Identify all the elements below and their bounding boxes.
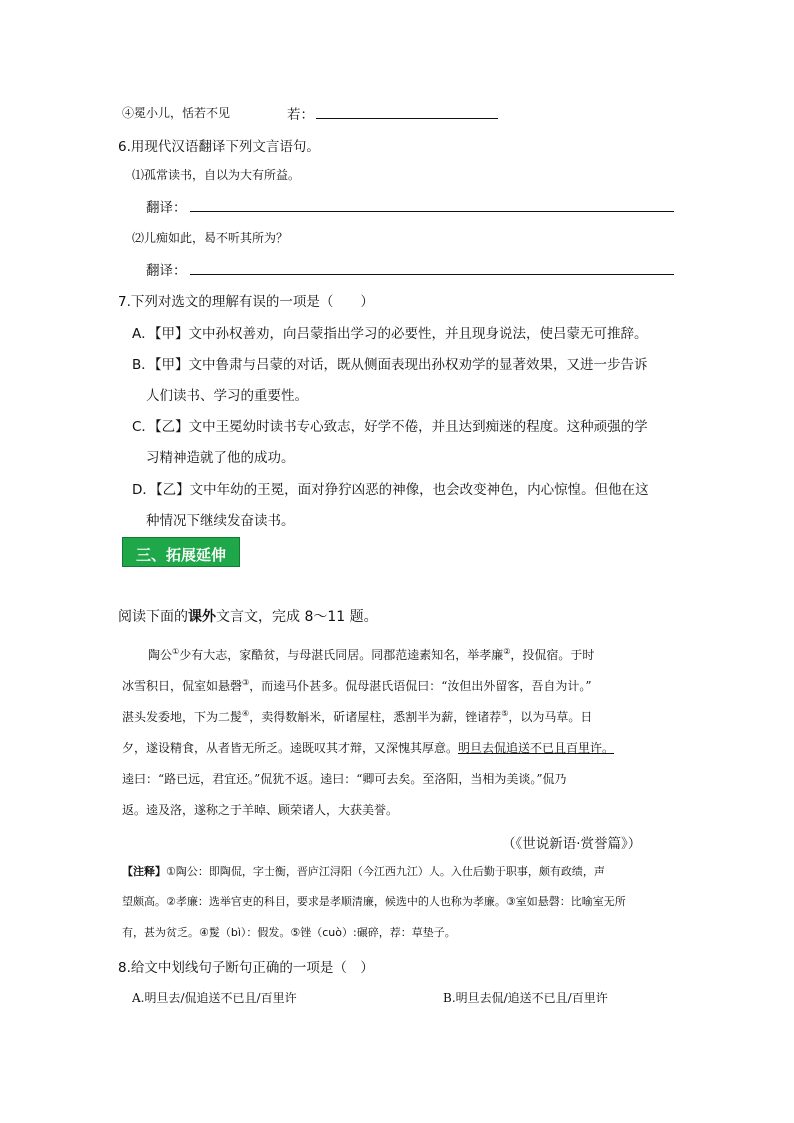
passage-text: ，而逵马仆甚多。侃母湛氏语侃曰：“汝但出外留客，吾自为计。” <box>249 679 592 693</box>
note-line-2: 望颇高。②孝廉：选举官吏的科目，要求是孝顺清廉，候选中的人也称为孝廉。③室如悬磬：比喻室无所 <box>122 895 626 908</box>
section-3-banner <box>122 537 240 567</box>
passage-text: 湛头发委地，下为二髲 <box>122 710 243 724</box>
passage-line-1 <box>148 646 594 663</box>
q8-title: 8.给文中划线句子断句正确的一项是（ ） <box>118 960 374 976</box>
q7-option-b-line1: B．【甲】文中鲁肃与吕蒙的对话，既从侧面表现出孙权劝学的显著效果，又进一步告诉 <box>132 357 648 373</box>
answer-line-q5-4[interactable] <box>316 118 498 119</box>
answer-line-q6-2[interactable] <box>190 274 674 275</box>
q7-option-c-line2: 习精神造就了他的成功。 <box>146 450 295 466</box>
reading-intro <box>118 606 378 626</box>
answer-line-q6-1[interactable] <box>190 211 674 212</box>
reading-intro-post: 文言文，完成 8～11 题。 <box>216 609 378 625</box>
q7-option-b-line2: 人们读书、学习的重要性。 <box>146 388 308 404</box>
passage-text: 夕，遂设精食，从者皆无所乏。逵既叹其才辩，又深愧其厚意。 <box>122 741 459 755</box>
q6-translate-label-1: 翻译： <box>146 200 187 216</box>
passage-text: 冰雪积日，侃室如悬磬 <box>122 679 243 693</box>
passage-text: ，卖得数斛米，斫诸屋柱，悉割半为薪，锉诸荐 <box>249 710 502 724</box>
passage-text: 少有大志，家酷贫，与母湛氏同居。同郡范逵素知名，举孝廉 <box>179 648 504 662</box>
q7-option-a: A．【甲】文中孙权善劝，向吕蒙指出学习的必要性，并且现身说法，使吕蒙无可推辞。 <box>132 326 648 342</box>
note-label: 【注释】 <box>122 865 166 878</box>
passage-line-5: 逵曰：“路已远，君宜还。”侃犹不返。逵曰：“卿可去矣。至洛阳，当相为美谈。”侃乃 <box>122 772 567 786</box>
footnote-ref: ④ <box>242 709 250 718</box>
passage-line-6: 返。逵及洛，遂称之于羊晫、顾荣诸人，大获美誉。 <box>122 803 399 817</box>
passage-line-2 <box>122 677 591 694</box>
q7-option-c-line1: C．【乙】文中王冕幼时读书专心致志，好学不倦，并且达到痴迷的程度。这种顽强的学 <box>132 419 648 435</box>
section-3-title: 三、拓展延伸 <box>135 546 226 564</box>
q8-option-b: B.明旦去侃/追送不已且/百里许 <box>443 991 608 1005</box>
passage-text: ，以为马草。日 <box>508 710 593 724</box>
q7-title: 7.下列对选文的理解有误的一项是（ ） <box>118 294 374 310</box>
footnote-ref: ⑤ <box>501 709 509 718</box>
passage-source: （《世说新语·赏誉篇》） <box>502 836 642 852</box>
q6-sentence-1: ⑴孤常读书，自以为大有所益。 <box>132 168 301 182</box>
q8-option-a: A.明旦去/侃追送不已且/百里许 <box>132 991 297 1005</box>
q6-sentence-2: ⑵儿痴如此，曷不听其所为？ <box>132 231 289 245</box>
q6-title: 6.用现代汉语翻译下列文言语句。 <box>118 139 320 155</box>
note-line-1 <box>122 863 605 879</box>
note-text: ①陶公：即陶侃，字士衡，晋庐江浔阳（今江西九江）人。入仕后勤于职事，颇有政绩，声 <box>166 865 605 878</box>
footnote-ref: ② <box>503 647 511 656</box>
passage-line-3 <box>122 708 592 725</box>
reading-intro-bold: 课外 <box>188 609 216 625</box>
q7-option-d-line1: D．【乙】文中年幼的王冕，面对狰狞凶恶的神像，也会改变神色，内心惊惶。但他在这 <box>132 482 649 498</box>
q7-option-d-line2: 种情况下继续发奋读书。 <box>146 513 295 529</box>
footnote-ref: ③ <box>242 678 250 687</box>
q5-item-4-label: 若： <box>287 107 314 123</box>
note-line-3: 有，甚为贫乏。④髲（bì）：假发。⑤锉（cuò）:碾碎，荐：草垫子。 <box>122 926 456 939</box>
q5-item-4: ④冕小儿，恬若不见 <box>122 106 231 120</box>
underlined-sentence: 明旦去侃追送不已且百里许。 <box>458 741 615 755</box>
passage-line-4 <box>122 739 614 756</box>
passage-text: ，投侃宿。于时 <box>510 648 595 662</box>
q6-translate-label-2: 翻译： <box>146 263 187 279</box>
footnote-ref: ① <box>172 647 180 656</box>
reading-intro-pre: 阅读下面的 <box>118 609 188 625</box>
passage-text: 陶公 <box>148 648 173 662</box>
